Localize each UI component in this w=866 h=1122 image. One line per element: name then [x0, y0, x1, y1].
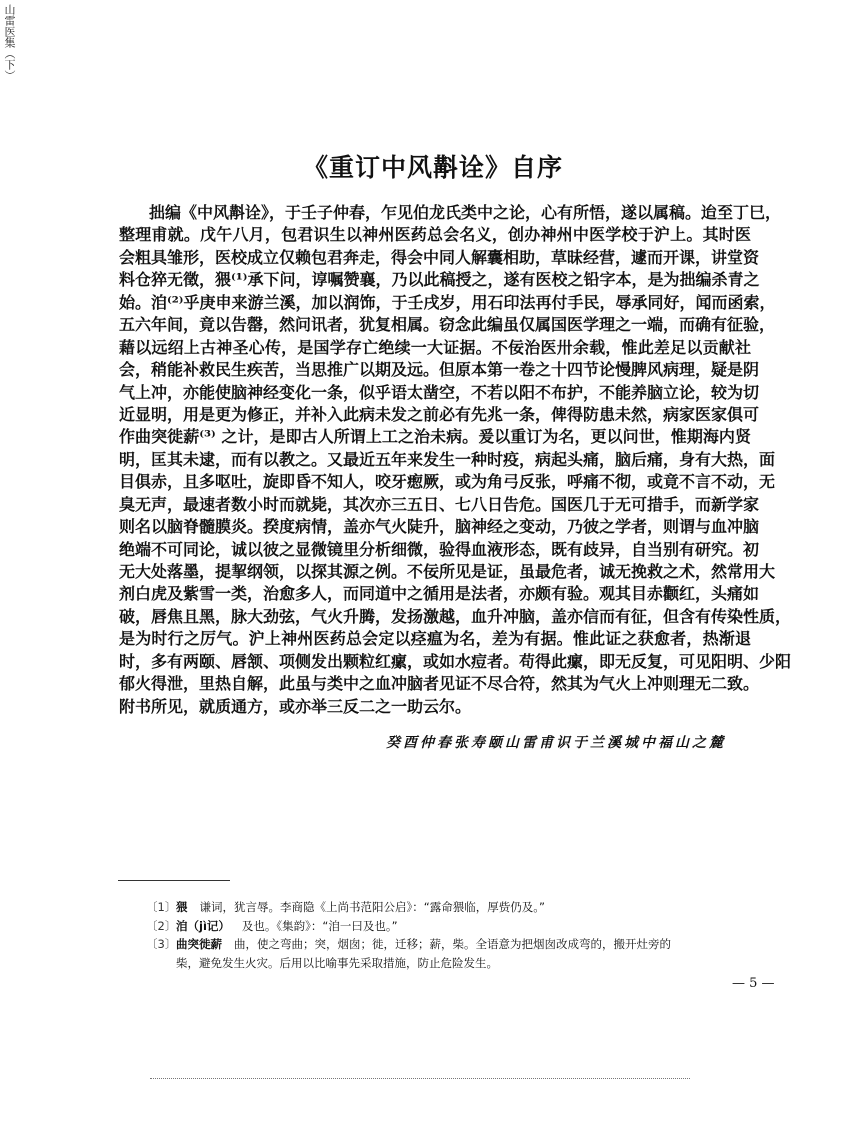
body-line: 破，唇焦且黑，脉大劲弦，气火升腾，发扬激越，血升冲脑，盖亦信而有征，但含有传染性质，: [119, 606, 792, 626]
body-line: 郁火得泄，里热自解，此虽与类中之血冲脑者见证不尽合符，然其为气火上冲则理无二致。: [119, 674, 760, 694]
footnotes: [146, 898, 766, 972]
body-line: 会粗具雏形，医校成立仅赖包君奔走，得会中同人解囊相助，草昧经营，遽而开课，讲堂资: [119, 247, 760, 267]
body-line: 绝端不可同论，诚以彼之显微镜里分析细微，验得血液形态，既有歧异，自当别有研究。初: [119, 539, 760, 559]
body-line: 料仓猝无徵，猥⁽¹⁾承下问，谆嘱赞襄，乃以此稿授之，遂有医校之铅字本，是为拙编杀青之: [119, 270, 760, 290]
page-number: — 5 —: [732, 976, 775, 991]
page-title: 《重订中风斠诠》自序: [302, 153, 563, 182]
scan-artifact-line: [150, 1078, 690, 1079]
footnote-text: 谦词，犹言辱。李商隐《上尚书范阳公启》：“露命猥临，厚赀仍及。”: [199, 900, 545, 914]
body-line: 五六年间，竟以告罄，然问讯者，犹复相属。窃念此编虽仅属国医学理之一端，而确有征验，: [119, 315, 776, 335]
body-line: 剂白虎及紫雪一类，治愈多人，而同道中之循用是法者，亦颇有验。观其目赤颧红，头痛如: [119, 584, 760, 604]
footnote-text: 曲，使之弯曲；突，烟囱；徙，迁移；薪，柴。全语意为把烟囱改成弯的，搬开灶旁的: [234, 937, 671, 951]
body-line: 明，匡其未逮，而有以教之。又最近五年来发生一种时疫，病起头痛，脑后痛，身有大热，面: [119, 449, 776, 469]
body-line: 无大处落墨，提挈纲领，以探其源之例。不佞所见是证，虽最危者，诚无挽救之术，然常用大: [119, 562, 776, 581]
footnote-text: 及也。《集韵》：“洎一曰及也。”: [241, 918, 398, 933]
footnote-divider: [118, 880, 230, 881]
footnote-3-continuation: 柴，避免发生火灾。后用以比喻事先采取措施，防止危险发生。: [176, 955, 498, 970]
body-line: 附书所见，就质通方，或亦举三反二之一助云尔。: [119, 696, 472, 716]
body-line: 藉以远绍上古神圣心传，是国学存亡绝续一大证据。不佞治医卅余载，惟此差足以贡献社: [119, 337, 751, 357]
signature-line: 癸酉仲春张寿颐山雷甫识于兰溪城中福山之麓: [386, 735, 726, 751]
body-line: 拙编《中风斠诠》，于壬子仲春，乍见伯龙氏类中之论，心有所悟，遂以属稿。迨至丁巳，: [149, 203, 782, 222]
footnote-1: [146, 898, 766, 917]
body-line: 气上冲，亦能使脑神经变化一条，似乎语太凿空，不若以阳不布护，不能养脑立论，较为切: [119, 382, 760, 402]
footnote-number: 〔1〕: [146, 900, 177, 914]
body-line: 臭无声，最速者数小时而就毙，其次亦三五日、七八日告危。国医几于无可措手，而新学家: [119, 494, 760, 514]
body-line: 目俱赤，且多呕吐，旋即昏不知人，咬牙瘛厥，或为角弓反张，呼痛不彻，或竟不言不动，无: [119, 472, 776, 492]
footnote-term: 猥: [176, 900, 188, 914]
footnote-term: 洎（jì记）: [176, 918, 230, 933]
body-line: 始。洎⁽²⁾乎庚申来游兰溪，加以润饰，于壬戌岁，用石印法再付手民，辱承同好，闻而函索，: [119, 292, 776, 312]
body-line: 会，稍能补救民生疾苦，当思推广以期及远。但原本第一卷之十四节论慢脾风病理，疑是阴: [119, 360, 760, 380]
footnote-number: 〔2〕: [146, 918, 177, 933]
body-line: 是为时行之厉气。沪上神州医药总会定以痉瘟为名，差为有据。惟此证之获愈者，热渐退: [119, 629, 751, 649]
footnote-2: [146, 917, 766, 936]
footnote-term: 曲突徙薪: [176, 937, 222, 951]
running-header-book-title: 山雷医集（下）: [3, 4, 16, 81]
preface-body: [119, 202, 792, 718]
body-line: 近显明，用是更为修正，并补入此病未发之前必有先兆一条，俾得防患未然，病家医家俱可: [119, 404, 760, 424]
body-line: 整理甫就。戊午八月，包君识生以神州医药总会名义，创办神州中医学校于沪上。其时医: [119, 225, 751, 245]
footnote-3: [146, 935, 766, 954]
body-line: 时，多有两颐、唇颔、项侧发出颗粒红瘰，或如水痘者。苟得此瘰，即无反复，可见阳明、少阳: [119, 651, 792, 671]
body-line: 则名以脑脊髓膜炎。揆度病情，盖亦气火陡升，脑神经之变动，乃彼之学者，则谓与血冲脑: [119, 517, 760, 537]
body-line: 作曲突徙薪⁽³⁾ 之计，是即古人所谓上工之治未病。爰以重订为名，更以问世，惟期海内贤: [119, 427, 751, 447]
footnote-number: 〔3〕: [146, 937, 177, 951]
